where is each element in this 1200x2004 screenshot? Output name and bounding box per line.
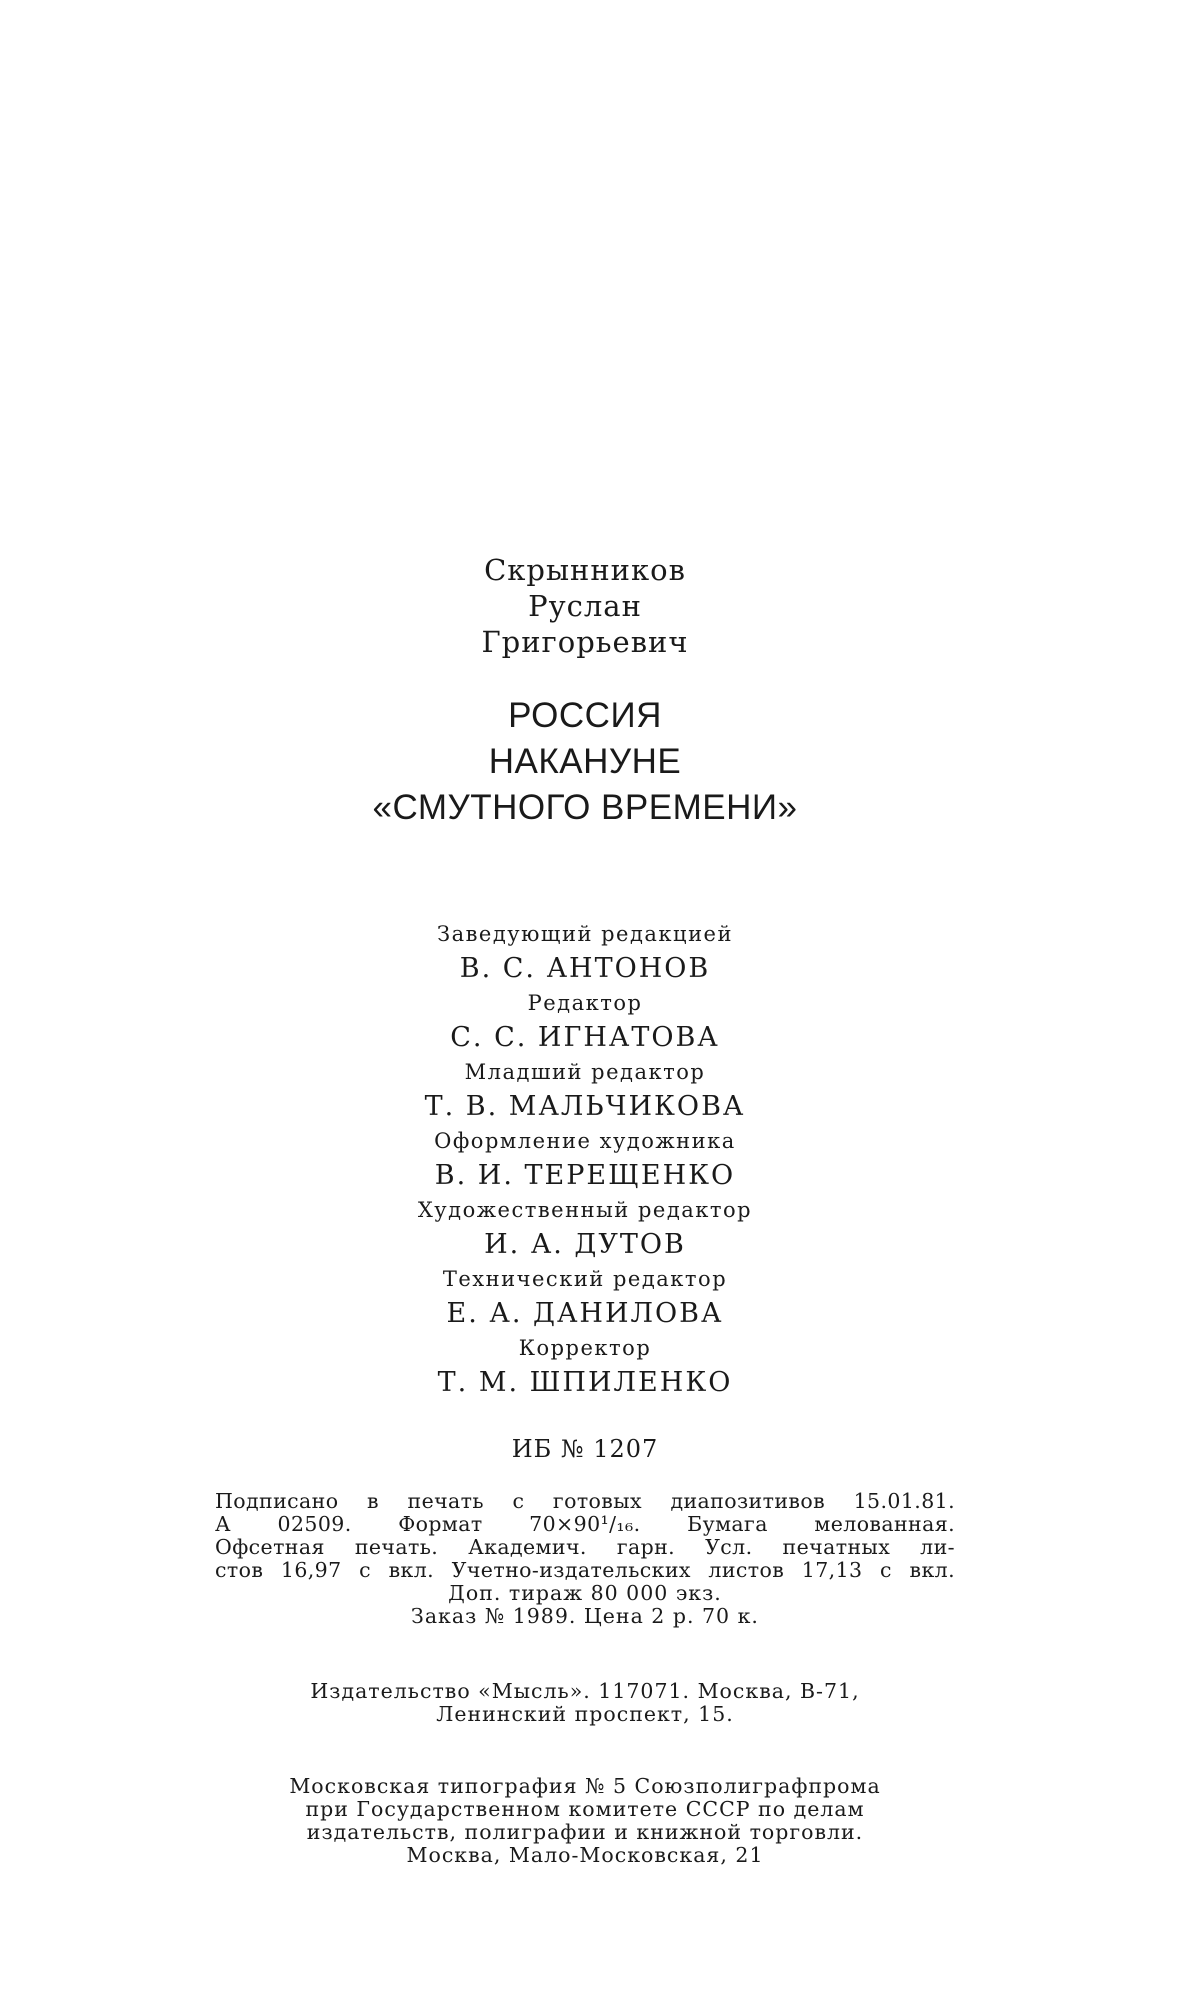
printer-line-2: при Государственном комитете СССР по делам bbox=[305, 1797, 865, 1821]
author-surname: Скрынников bbox=[484, 553, 686, 587]
imprint-line: Офсетная печать. Академич. гарн. Усл. печатных ли- bbox=[215, 1535, 955, 1559]
publisher-line-2: Ленинский проспект, 15. bbox=[436, 1702, 734, 1726]
credit-technical-editor bbox=[300, 1263, 870, 1332]
credit-head-of-editorial bbox=[300, 918, 870, 987]
printer-line-4: Москва, Мало-Московская, 21 bbox=[406, 1843, 764, 1867]
order-and-price: Заказ № 1989. Цена 2 р. 70 к. bbox=[411, 1604, 759, 1628]
credit-role: Художественный редактор bbox=[417, 1198, 753, 1222]
credit-proofreader bbox=[300, 1332, 870, 1401]
author-first-name: Руслан bbox=[528, 589, 642, 623]
publisher-address bbox=[215, 1680, 955, 1726]
print-run: Доп. тираж 80 000 экз. bbox=[448, 1581, 722, 1605]
title-line-2: НАКАНУНЕ bbox=[488, 742, 682, 781]
credit-name: В. И. ТЕРЕЩЕНКО bbox=[434, 1160, 736, 1191]
credit-name: Е. А. ДАНИЛОВА bbox=[446, 1298, 724, 1329]
printer-line-1: Московская типография № 5 Союзполиграфпрома bbox=[289, 1774, 881, 1798]
title-line-1: РОССИЯ bbox=[508, 696, 662, 735]
imprint-line: А 02509. Формат 70×90¹/₁₆. Бумага мелованная. bbox=[215, 1512, 955, 1536]
credit-design-artist bbox=[300, 1125, 870, 1194]
credit-role: Младший редактор bbox=[464, 1060, 706, 1084]
credit-name: Т. М. ШПИЛЕНКО bbox=[437, 1367, 733, 1398]
credit-editor bbox=[300, 987, 870, 1056]
credit-name: И. А. ДУТОВ bbox=[484, 1229, 686, 1260]
publisher-line-1: Издательство «Мысль». 117071. Москва, В-71, bbox=[310, 1679, 860, 1703]
imprint-line: стов 16,97 с вкл. Учетно-издательских листов 17,13 с вкл. bbox=[215, 1558, 955, 1582]
imprint-details bbox=[215, 1490, 955, 1628]
printer-info bbox=[215, 1775, 955, 1867]
ib-number: ИБ № 1207 bbox=[511, 1435, 659, 1463]
credit-name: С. С. ИГНАТОВА bbox=[450, 1022, 720, 1053]
credit-name: В. С. АНТОНОВ bbox=[459, 953, 711, 984]
credit-role: Технический редактор bbox=[442, 1267, 728, 1291]
credit-role: Редактор bbox=[527, 991, 643, 1015]
credit-name: Т. В. МАЛЬЧИКОВА bbox=[424, 1091, 746, 1122]
printer-line-3: издательств, полиграфии и книжной торговли. bbox=[306, 1820, 864, 1844]
author-block bbox=[300, 552, 870, 660]
title-line-3: «СМУТНОГО ВРЕМЕНИ» bbox=[372, 788, 798, 827]
credit-junior-editor bbox=[300, 1056, 870, 1125]
credit-role: Заведующий редакцией bbox=[437, 922, 733, 946]
author-patronymic: Григорьевич bbox=[481, 625, 689, 659]
credits-list bbox=[300, 918, 870, 1401]
imprint-line: Подписано в печать с готовых диапозитивов 15.01.81. bbox=[215, 1489, 955, 1513]
credit-role: Оформление художника bbox=[434, 1129, 736, 1153]
credit-role: Корректор bbox=[518, 1336, 652, 1360]
credit-art-editor bbox=[300, 1194, 870, 1263]
book-title bbox=[300, 693, 870, 831]
